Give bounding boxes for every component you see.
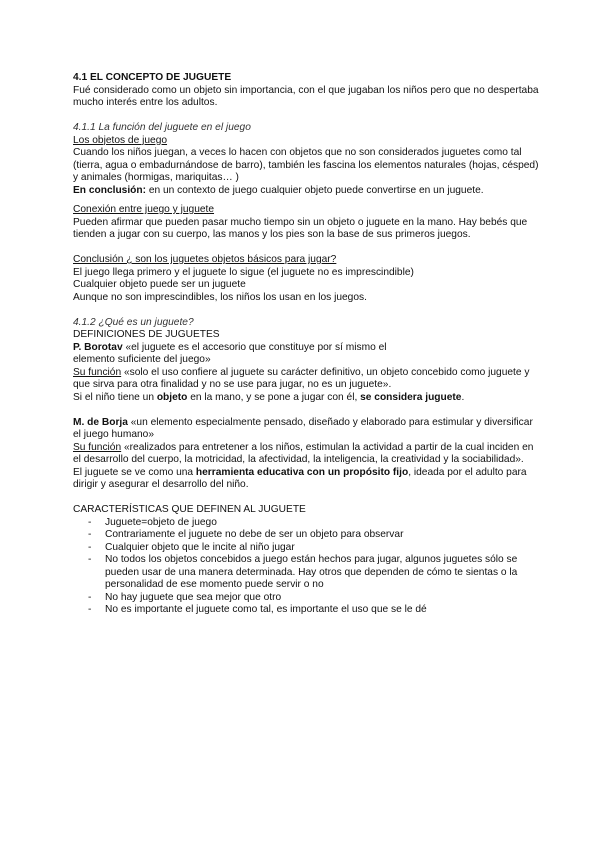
conclusion-paragraph [73, 185, 543, 198]
list-item: - Juguete=objeto de juego [88, 517, 543, 530]
funcion-label: Su función [73, 441, 122, 453]
caracteristicas-heading: CARACTERÍSTICAS QUE DEFINEN AL JUGUETE [73, 504, 306, 515]
list-item: - No es importante el juguete como tal, es importante el uso que se le dé [88, 604, 543, 617]
list-item: - Contrariamente el juguete no debe de ser un objeto para observar [88, 529, 543, 542]
spacer [73, 242, 543, 255]
subsection-heading-4-1-2: 4.1.2 ¿Qué es un juguete? [73, 316, 194, 328]
conexion-paragraph: Pueden afirmar que pueden pasar mucho tiempo sin un objeto o juguete en la mano. Hay bebés que tienden a jugar con su cuerpo, las manos y los pies son la base de sus primeros juegos. [73, 216, 528, 240]
objeto-bold: objeto [156, 391, 188, 403]
borotav-author: P. Borotav [73, 341, 123, 353]
spacer [73, 492, 543, 505]
conclusion-text: en un contexto de juego cualquier objeto puede convertirse en un juguete. [146, 184, 484, 196]
conclusion-label: En conclusión: [73, 184, 147, 196]
borja-funcion [73, 442, 543, 467]
se-considera-juguete-bold: se considera juguete [360, 391, 462, 403]
herramienta-bold: herramienta educativa con un propósito fijo [195, 466, 409, 478]
document-page [73, 72, 543, 617]
subsection-heading-4-1-1: 4.1.1 La función del juguete en el juego [73, 122, 251, 133]
conclusion2-line: Aunque no son imprescindibles, los niños los usan en los juegos. [73, 291, 367, 303]
conclusion2-line: Cualquier objeto puede ser un juguete [73, 279, 246, 290]
objeto-text-3: . [461, 391, 465, 403]
spacer [73, 404, 543, 417]
borotav-funcion [73, 367, 543, 392]
herramienta-text-2: , ideada por el adulto para dirigir y asegurar el desarrollo del niño. [73, 466, 527, 490]
spacer [73, 304, 543, 317]
borja-author: M. de Borja [73, 416, 128, 428]
objetos-heading: Los objetos de juego [73, 134, 168, 146]
objeto-paragraph [73, 392, 543, 405]
conclusion2-heading: Conclusión ¿ son los juguetes objetos básicos para jugar? [73, 254, 337, 265]
borja-funcion-text: «realizados para entretener a los niños, estimulan la actividad a partir de la cual inciden en el desarrollo del cuerpo, la motricidad, la afectividad, la inteligencia, la creatividad y la sociabilidad». [73, 441, 534, 465]
spacer [73, 110, 543, 123]
borotav-definition [73, 342, 423, 367]
section-title: 4.1 EL CONCEPTO DE JUGUETE [73, 72, 232, 83]
list-item: - No hay juguete que sea mejor que otro [88, 592, 543, 605]
definiciones-heading: DEFINICIONES DE JUGUETES [73, 329, 220, 340]
herramienta-text-1: El juguete se ve como una [73, 466, 196, 478]
objetos-paragraph: Cuando los niños juegan, a veces lo hacen con objetos que no son considerados juguetes como tal (tierra, agua o embadurnándose de barro), también les fascina los elementos naturales (hojas, césped) y animales (hormigas, mariquitas… ) [73, 147, 539, 183]
list-item: - No todos los objetos concebidos a juego están hechos para jugar, algunos juguetes sólo se pueden usar de una manera determinada. Hay otros que dependen de cómo te sientas o la personalidad de ese momento puede servir o no [88, 554, 543, 592]
intro-paragraph: Fué considerado como un objeto sin importancia, con el que jugaban los niños pero que no despertaba mucho interés entre los adultos. [73, 84, 539, 108]
herramienta-paragraph [73, 467, 543, 492]
borja-quote: «un elemento especialmente pensado, diseñado y elaborado para estimular y diversificar el juego humano» [73, 416, 533, 440]
borotav-quote: «el juguete es el accesorio que constituye por sí mismo el elemento suficiente del juego» [73, 341, 387, 365]
spacer [73, 197, 543, 204]
conexion-heading: Conexión entre juego y juguete [73, 204, 215, 215]
caracteristicas-list [73, 517, 543, 617]
objeto-text-1: Si el niño tiene un [73, 391, 157, 403]
conclusion2-line: El juego llega primero y el juguete lo sigue (el juguete no es imprescindible) [73, 266, 414, 278]
borja-definition [73, 417, 543, 442]
objeto-text-2: en la mano, y se pone a jugar con él, [187, 391, 361, 403]
funcion-label: Su función [73, 366, 122, 378]
borotav-funcion-text: «solo el uso confiere al juguete su carácter definitivo, un objeto concebido como juguete y que sirva para otra finalidad y no se use para jugar, no es un juguete». [73, 366, 530, 390]
list-item: - Cualquier objeto que le incite al niño jugar [88, 542, 543, 555]
